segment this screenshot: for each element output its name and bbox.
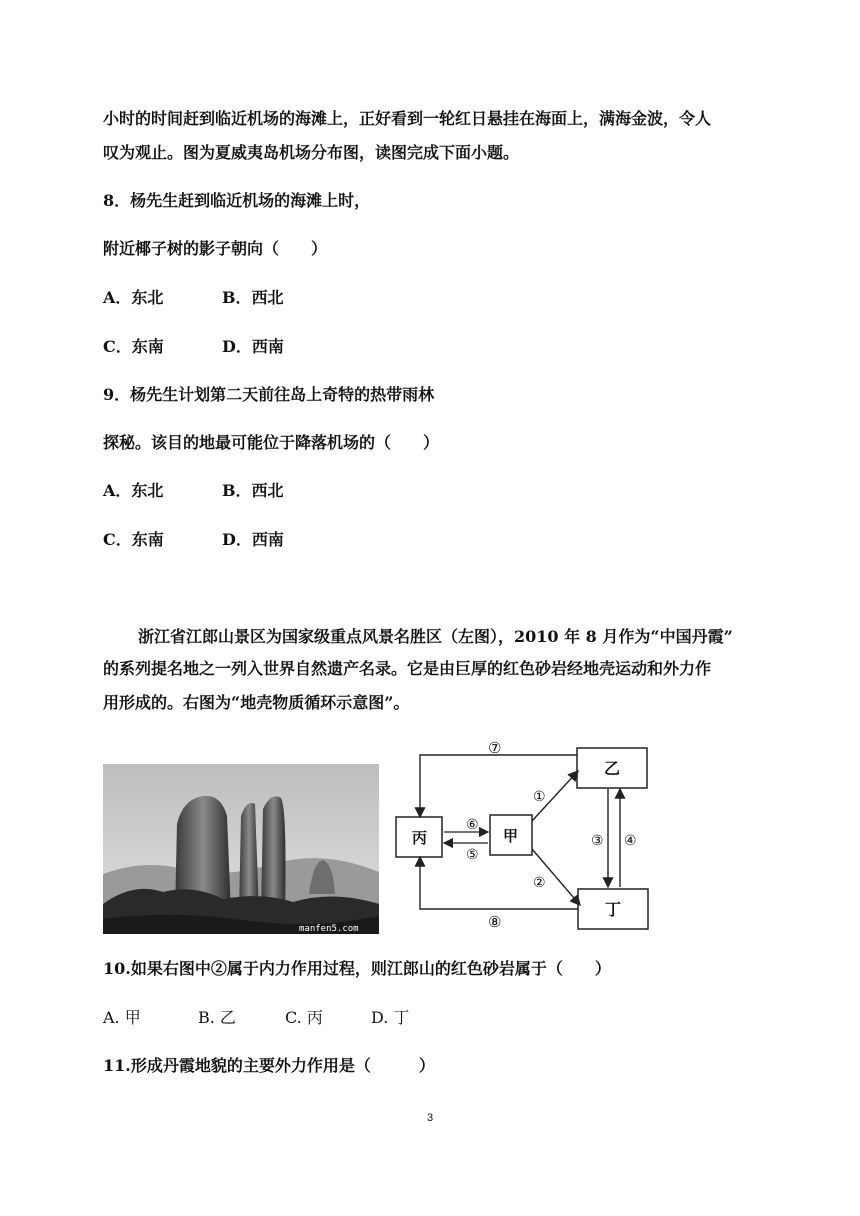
- passage-line-1: 浙江省江郎山景区为国家级重点风景名胜区（左图），2010 年 8 月作为“中国丹霞”: [138, 627, 733, 646]
- label-3: ③: [591, 833, 604, 849]
- q8-option-a: A．东北: [103, 288, 164, 307]
- q9-stem-1: 9．杨先生计划第二天前往岛上奇特的热带雨林: [103, 385, 435, 404]
- q9-option-b: B．西北: [222, 481, 284, 500]
- label-2: ②: [533, 875, 546, 891]
- q9-option-d: D．西南: [222, 530, 284, 549]
- q8-option-d: D．西南: [222, 337, 284, 356]
- box-jia-label: 甲: [503, 827, 519, 845]
- q9-option-a: A．东北: [103, 481, 164, 500]
- q10-option-a: A. 甲: [103, 1008, 141, 1027]
- rock-cycle-diagram: [390, 737, 662, 937]
- q8-option-b: B．西北: [222, 288, 284, 307]
- label-1: ①: [533, 789, 546, 805]
- page-number: 3: [426, 1112, 434, 1124]
- box-ding-label: 丁: [605, 900, 622, 919]
- arrow-8: [420, 857, 578, 909]
- label-8: ⑧: [488, 913, 502, 931]
- passage-line-3: 用形成的。右图为“地壳物质循环示意图”。: [103, 693, 410, 712]
- q8-stem-1: 8．杨先生赶到临近机场的海滩上时，: [103, 191, 371, 210]
- intro-line-1: 小时的时间赶到临近机场的海滩上，正好看到一轮红日悬挂在海面上，满海金波，令人: [103, 109, 712, 128]
- label-5: ⑤: [466, 847, 479, 863]
- q9-option-c: C．东南: [103, 530, 164, 549]
- label-6: ⑥: [466, 817, 479, 833]
- box-yi-label: 乙: [604, 759, 621, 778]
- label-4: ④: [624, 833, 637, 849]
- q8-stem-2: 附近椰子树的影子朝向（ ）: [103, 239, 328, 258]
- jianglang-mountain-photo: [103, 764, 379, 934]
- passage-line-2: 的系列提名地之一列入世界自然遗产名录。它是由巨厚的红色砂岩经地壳运动和外力作: [103, 659, 712, 678]
- photo-watermark: manfen5.com: [299, 924, 359, 934]
- q9-stem-2: 探秘。该目的地最可能位于降落机场的（ ）: [103, 433, 440, 452]
- q10-stem: 10.如果右图中②属于内力作用过程，则江郎山的红色砂岩属于（ ）: [103, 959, 611, 978]
- arrow-7: [420, 755, 577, 817]
- q10-option-d: D. 丁: [371, 1008, 410, 1027]
- q11-stem: 11.形成丹霞地貌的主要外力作用是（ ）: [103, 1056, 435, 1075]
- box-bing-label: 丙: [412, 829, 428, 847]
- q10-option-c: C. 丙: [285, 1008, 323, 1027]
- label-7: ⑦: [488, 739, 502, 757]
- intro-line-2: 叹为观止。图为夏威夷岛机场分布图，读图完成下面小题。: [103, 143, 520, 162]
- q8-option-c: C．东南: [103, 337, 164, 356]
- q10-option-b: B. 乙: [198, 1008, 236, 1027]
